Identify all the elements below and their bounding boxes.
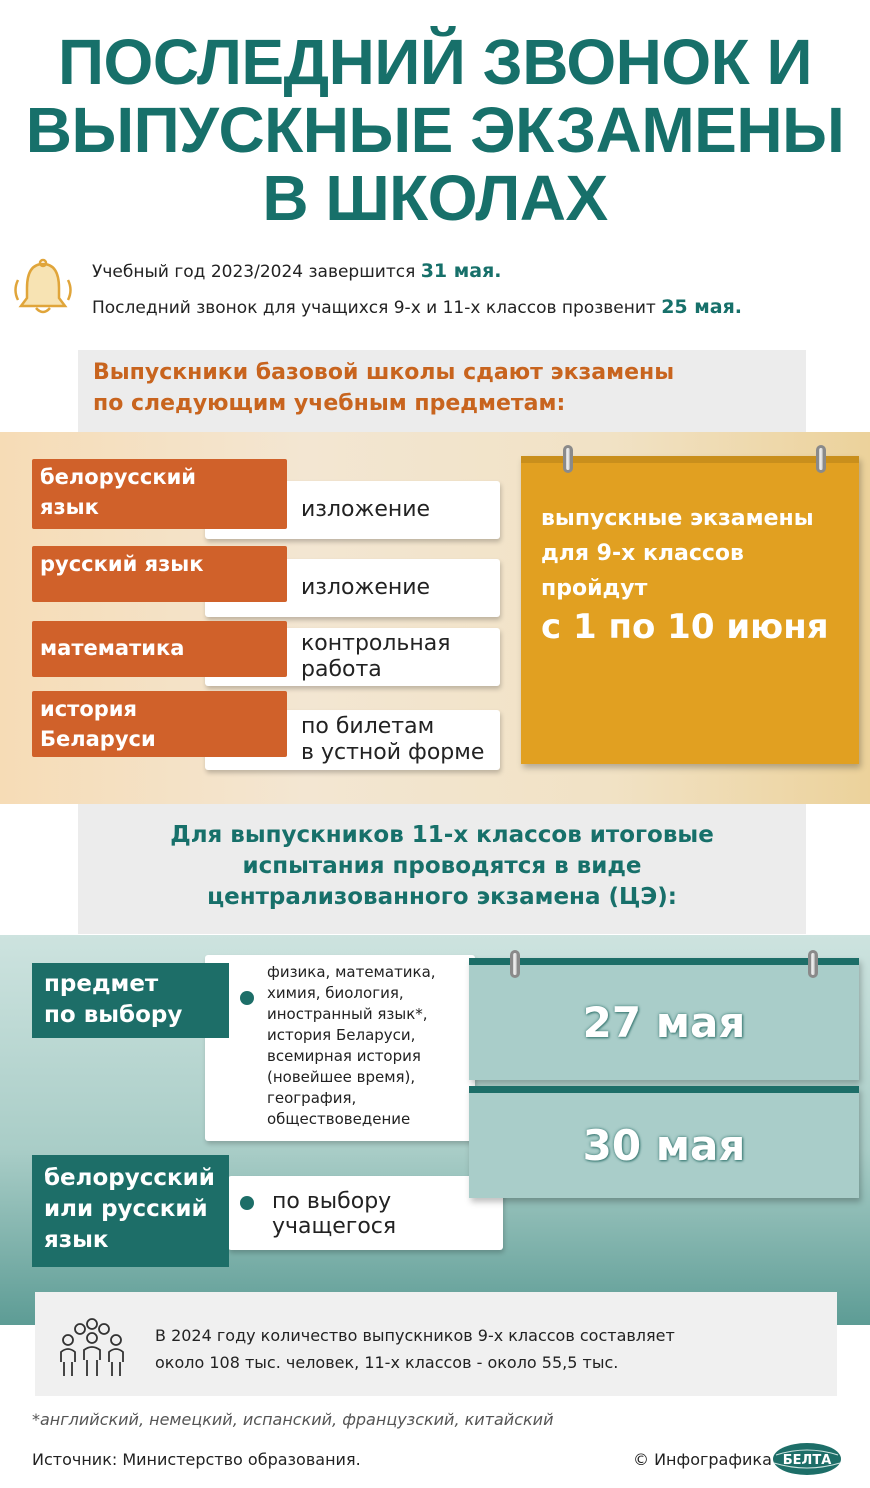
- list-item: (новейшее время),: [267, 1068, 416, 1086]
- list-item: иностранный язык*,: [267, 1005, 428, 1023]
- svg-text:БЕЛТА: БЕЛТА: [782, 1453, 832, 1468]
- list-item: обществоведение: [267, 1110, 411, 1128]
- title-line: ВЫПУСКНЫЕ ЭКЗАМЕНЫ: [25, 94, 845, 166]
- exam-form-box: по билетам в устной форме: [205, 710, 500, 770]
- language-choice-text: по выбору учащегося: [272, 1189, 397, 1239]
- section2-heading: Для выпускников 11-х классов итоговые испытания проводятся в виде централизованного экзамена (ЦЭ):: [170, 822, 714, 910]
- people-icon: [58, 1312, 126, 1380]
- list-item: география,: [267, 1089, 357, 1107]
- list-item: история Беларуси,: [267, 1026, 416, 1044]
- copyright-text: © Инфографика: [633, 1450, 772, 1469]
- school-year-info: Учебный год 2023/2024 завершится 31 мая.: [92, 260, 502, 282]
- section1-heading: Выпускники базовой школы сдают экзамены по следующим учебным предметам:: [93, 360, 675, 416]
- exam-form-box: контрольная работа: [205, 628, 500, 686]
- language-exam-date: 30 мая: [469, 1086, 859, 1198]
- list-item: химия, биология,: [267, 984, 404, 1002]
- list-item: всемирная история: [267, 1047, 421, 1065]
- graduates-note-text: В 2024 году количество выпускников 9-х классов составляет около 108 тыс. человек, 11-х классов - около 55,5 тыс.: [155, 1326, 675, 1372]
- calendar-ring-icon: [808, 950, 818, 978]
- language-subject-label: белорусский или русский язык: [32, 1155, 229, 1267]
- school-year-end-date: 31 мая.: [420, 260, 502, 282]
- calendar-ring-icon: [510, 950, 520, 978]
- calendar-ring-icon: [816, 445, 826, 473]
- exam-form-box: изложение: [205, 559, 500, 617]
- source-text: Источник: Министерство образования.: [32, 1450, 361, 1469]
- bell-icon: [10, 258, 76, 320]
- bullet-icon: [240, 991, 254, 1005]
- title-line: ПОСЛЕДНИЙ ЗВОНОК И: [58, 26, 812, 98]
- elective-exam-date: 27 мая: [469, 958, 859, 1080]
- list-item: физика, математика,: [267, 963, 436, 981]
- elective-subject-label: предмет по выбору: [32, 963, 229, 1038]
- subject-russian: русский язык: [32, 546, 287, 602]
- last-bell-date: 25 мая.: [661, 296, 743, 318]
- page-title: [0, 28, 870, 232]
- calendar-ring-icon: [563, 445, 573, 473]
- subject-history: история Беларуси: [32, 691, 287, 757]
- elective-subjects-list: [267, 962, 436, 1130]
- grade9-exam-calendar: выпускные экзамены для 9-х классов пройдут с 1 по 10 июня: [521, 456, 859, 764]
- footnote: *английский, немецкий, испанский, французский, китайский: [32, 1410, 554, 1429]
- title-line: В ШКОЛАХ: [262, 162, 608, 234]
- subject-math: математика: [32, 621, 287, 677]
- grade9-exam-dates: с 1 по 10 июня: [541, 607, 829, 647]
- subject-belarusian: белорусский язык: [32, 459, 287, 529]
- exam-form-box: изложение: [205, 481, 500, 539]
- bullet-icon: [240, 1196, 254, 1210]
- last-bell-info: Последний звонок для учащихся 9-х и 11-х классов прозвенит 25 мая.: [92, 296, 743, 318]
- belta-logo: [770, 1440, 844, 1478]
